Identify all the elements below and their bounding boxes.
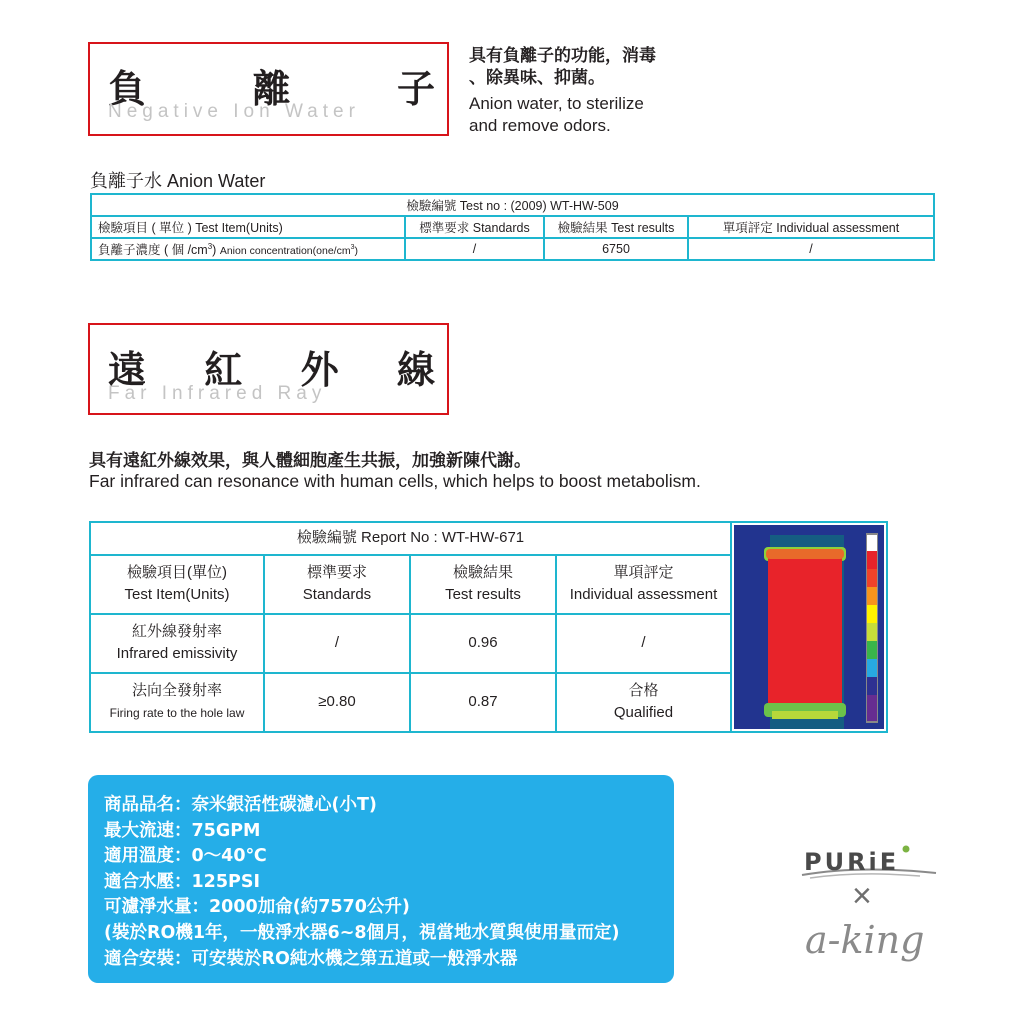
anion-result-cell: 6750: [544, 238, 688, 260]
table-row: [91, 194, 934, 216]
assessment-cell: /: [556, 614, 731, 673]
infrared-title-zh: 遠 紅 外 線: [108, 348, 435, 392]
header-cell: 單項評定 Individual assessment: [556, 555, 731, 614]
aking-logo: a-king: [805, 918, 925, 962]
anion-title-box: [88, 42, 449, 136]
header-cell: 標準要求 Standards: [264, 555, 410, 614]
spec-line-name: 商品品名：奈米銀活性碳濾心(小T): [104, 795, 377, 815]
item-cell: 紅外線發射率 Infrared emissivity: [90, 614, 264, 673]
item-cell: 法向全發射率 Firing rate to the hole law: [90, 673, 264, 732]
header-cell: 檢驗結果 Test results: [544, 216, 688, 238]
spec-line-note: (裝於RO機1年，一般淨水器6~8個月，視當地水質與使用量而定): [104, 922, 620, 943]
cross-symbol: ×: [852, 877, 872, 915]
spec-line-flow: 最大流速：75GPM: [104, 820, 261, 841]
anion-title-zh: 負 離 子: [108, 67, 435, 111]
purie-logo: [800, 843, 938, 881]
anion-item-cell: 負離子濃度 ( 個 $/cm^3$) Anion $concentration(one/cm^3)$: [91, 238, 405, 260]
spec-line-capacity: 可濾淨水量：2000加侖(約7570公升): [104, 897, 410, 918]
thermal-image: [734, 525, 884, 729]
anion-table: [90, 193, 935, 261]
spec-line-pressure: 適合水壓：125PSI: [104, 871, 260, 892]
header-cell: 標準要求 Standards: [405, 216, 544, 238]
header-cell: 檢驗結果 Test results: [410, 555, 556, 614]
spec-line-temp: 適用溫度：0～40℃: [104, 846, 267, 867]
standard-cell: ≥0.80: [264, 673, 410, 732]
result-cell: 0.87: [410, 673, 556, 732]
infrared-report-no: 檢驗編號 Report No : WT-HW-671: [90, 522, 731, 555]
header-cell: 檢驗項目 ( 單位 ) Test Item(Units): [91, 216, 405, 238]
anion-standard-cell: /: [405, 238, 544, 260]
purie-logo-text: PURiE: [804, 848, 900, 876]
infrared-title-box: [88, 323, 449, 415]
thermal-cylinder-icon: [734, 525, 884, 729]
spec-line-install: 適合安裝：可安裝於RO純水機之第五道或一般淨水器: [104, 948, 518, 969]
result-cell: 0.96: [410, 614, 556, 673]
anion-assessment-cell: /: [688, 238, 934, 260]
infrared-desc-zh: 具有遠紅外線效果，與人體細胞產生共振，加強新陳代謝。: [89, 451, 531, 471]
infrared-table: [89, 521, 888, 733]
infrared-desc-en: Far infrared can resonance with human cells, which helps to boost metabolism.: [89, 471, 701, 491]
anion-title-en: Negative Ion Water: [108, 101, 360, 122]
anion-desc-zh: 具有負離子的功能，消毒 、除異味、抑菌。: [469, 46, 656, 88]
spec-box: [88, 775, 674, 983]
infrared-title-en: Far Infrared Ray: [108, 383, 327, 404]
header-cell: 單項評定 Individual assessment: [688, 216, 934, 238]
anion-test-no: 檢驗編號 Test no : (2009) WT-HW-509: [91, 194, 934, 216]
table-row: [91, 216, 934, 238]
table-row: [91, 238, 934, 260]
header-cell: 檢驗項目(單位) Test Item(Units): [90, 555, 264, 614]
assessment-cell: 合格 Qualified: [556, 673, 731, 732]
anion-table-caption: 負離子水 Anion Water: [90, 171, 266, 191]
anion-desc-en: Anion water, to sterilize and remove odors.: [469, 94, 644, 135]
standard-cell: /: [264, 614, 410, 673]
table-row: [90, 522, 887, 555]
thermal-image-cell: [731, 522, 887, 732]
